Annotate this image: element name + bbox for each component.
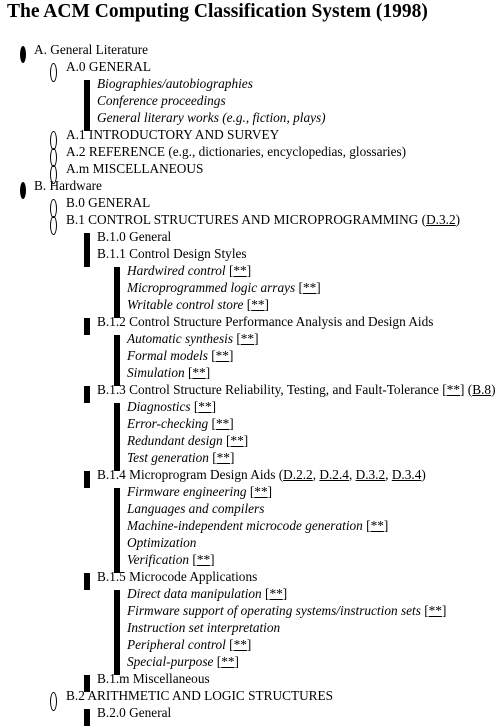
star-link[interactable]: ** <box>230 433 244 448</box>
cross-reference-link[interactable]: D.3.2 <box>426 212 456 227</box>
list-item-content <box>66 126 279 143</box>
cross-reference-link[interactable]: B.8 <box>472 382 492 397</box>
list-item-content: Firmware engineering [**] <box>127 484 273 499</box>
list-item-label: Firmware engineering <box>127 484 247 499</box>
circle-bullet-icon <box>50 63 57 82</box>
list-item-content: Peripheral control [**] <box>127 637 252 652</box>
cross-reference-link[interactable]: D.2.4 <box>319 467 349 482</box>
list-item-label: Verification <box>127 552 190 567</box>
list-item-content <box>97 245 247 262</box>
square-bullet-icon <box>114 420 120 437</box>
star-link[interactable]: ** <box>254 484 268 499</box>
list-item-content: B.1.3 Control Structure Reliability, Testing, and Fault-Tolerance [**] (B.8) <box>97 382 496 397</box>
list-item-content <box>66 160 203 177</box>
list-item-label: A.m MISCELLANEOUS <box>66 161 204 176</box>
list-item-content <box>97 75 253 92</box>
square-bullet-icon <box>84 471 90 488</box>
list-item-label: Test generation <box>127 450 209 465</box>
list-item-label: B.0 GENERAL <box>66 195 151 210</box>
square-bullet-icon <box>114 624 120 641</box>
list-item-content <box>127 500 264 517</box>
square-bullet-icon <box>114 539 120 556</box>
square-bullet-icon <box>114 437 120 454</box>
star-link[interactable]: ** <box>196 552 211 567</box>
list-item-content: Verification [**] <box>127 552 215 567</box>
square-bullet-icon <box>114 335 120 352</box>
list-item-label: B.1.0 General <box>97 229 172 244</box>
star-link[interactable]: ** <box>233 637 247 652</box>
cross-reference-link[interactable]: D.2.2 <box>283 467 313 482</box>
star-link[interactable]: ** <box>240 331 255 346</box>
cross-reference-link[interactable]: D.3.2 <box>355 467 386 482</box>
square-bullet-icon <box>84 97 90 114</box>
list-item-label: B.1 CONTROL STRUCTURES AND MICROPROGRAMMING <box>66 212 419 227</box>
list-item-content: Test generation [**] <box>127 450 235 465</box>
page-title: The ACM Computing Classification System (1998) <box>7 1 428 22</box>
list-item-content <box>66 143 406 160</box>
list-item-label: B.1.3 Control Structure Reliability, Testing, and Fault-Tolerance <box>97 382 439 397</box>
star-link[interactable]: ** <box>370 518 384 533</box>
list-item-content <box>97 109 326 126</box>
list-item-label: Redundant design <box>127 433 223 448</box>
list-item-label: B. Hardware <box>34 178 102 193</box>
list-item-label: Instruction set interpretation <box>127 620 281 635</box>
star-link[interactable]: ** <box>215 416 230 431</box>
star-link[interactable]: ** <box>221 654 235 669</box>
list-item-content <box>127 619 280 636</box>
square-bullet-icon <box>84 573 90 590</box>
list-item-label: Error-checking <box>127 416 209 431</box>
list-item-label: Optimization <box>127 535 197 550</box>
square-bullet-icon <box>84 250 90 267</box>
circle-bullet-icon <box>50 216 57 235</box>
list-item-content: Automatic synthesis [**] <box>127 331 259 346</box>
square-bullet-icon <box>114 505 120 522</box>
list-item-content: Writable control store [**] <box>127 297 269 312</box>
square-bullet-icon <box>114 607 120 624</box>
list-item-label: Direct data manipulation <box>127 586 262 601</box>
list-item-label: Peripheral control <box>127 637 226 652</box>
list-item-content <box>66 194 150 211</box>
list-item-content: Diagnostics [**] <box>127 399 217 414</box>
star-link[interactable]: ** <box>251 297 265 312</box>
list-item-label: Firmware support of operating systems/instruction sets <box>127 603 421 618</box>
star-link[interactable]: ** <box>446 382 461 397</box>
list-item-label: B.1.2 Control Structure Performance Analysis and Design Aids <box>97 314 434 329</box>
list-item-content: Microprogrammed logic arrays [**] <box>127 280 321 295</box>
square-bullet-icon <box>84 233 90 250</box>
list-item-content <box>127 534 196 551</box>
list-item-label: A. General Literature <box>34 42 149 57</box>
square-bullet-icon <box>84 80 90 97</box>
list-item-label: General literary works (e.g., fiction, plays) <box>97 110 326 125</box>
list-item-content <box>97 313 433 330</box>
square-bullet-icon <box>84 318 90 335</box>
list-item-label: Diagnostics <box>127 399 191 414</box>
list-item-content <box>97 670 210 687</box>
list-item-label: B.1.4 Microprogram Design Aids <box>97 467 276 482</box>
list-item-content: Error-checking [**] <box>127 416 234 431</box>
list-item-label: Automatic synthesis <box>127 331 233 346</box>
list-item-label: B.2 ARITHMETIC AND LOGIC STRUCTURES <box>66 688 334 703</box>
list-item-content <box>97 568 257 585</box>
square-bullet-icon <box>114 352 120 369</box>
star-link[interactable]: ** <box>233 263 247 278</box>
square-bullet-icon <box>114 488 120 505</box>
square-bullet-icon <box>114 403 120 420</box>
list-item-content <box>66 687 333 704</box>
star-link[interactable]: ** <box>428 603 442 618</box>
list-item-label: B.1.m Miscellaneous <box>97 671 210 686</box>
list-item-label: Simulation <box>127 365 185 380</box>
list-item-label: Formal models <box>127 348 208 363</box>
list-item-content: Direct data manipulation [**] <box>127 586 288 601</box>
list-item-content: Machine-independent microcode generation [**] <box>127 518 389 533</box>
list-item-label: B.1.5 Microcode Applications <box>97 569 258 584</box>
list-item-content <box>34 177 102 194</box>
star-link[interactable]: ** <box>216 450 230 465</box>
circle-bullet-icon <box>50 692 57 711</box>
disc-bullet-icon <box>20 182 26 199</box>
list-item-content: Special-purpose [**] <box>127 654 239 669</box>
list-item-content <box>97 704 171 721</box>
star-link[interactable]: ** <box>269 586 283 601</box>
list-item-content: Formal models [**] <box>127 348 234 363</box>
cross-reference-link[interactable]: D.3.4 <box>391 467 422 482</box>
list-item-label: A.2 REFERENCE (e.g., dictionaries, encyclopedias, glossaries) <box>66 144 407 159</box>
square-bullet-icon <box>84 386 90 403</box>
list-item-content: B.1 CONTROL STRUCTURES AND MICROPROGRAMMING (D.3.2) <box>66 212 461 227</box>
list-item-label: Machine-independent microcode generation <box>127 518 363 533</box>
list-item-label: Hardwired control <box>127 263 226 278</box>
list-item-label: A.0 GENERAL <box>66 59 151 74</box>
square-bullet-icon <box>114 267 120 284</box>
list-item-content: Redundant design [**] <box>127 433 249 448</box>
list-item-content <box>97 228 171 245</box>
square-bullet-icon <box>84 709 90 726</box>
square-bullet-icon <box>114 522 120 539</box>
list-item-label: B.2.0 General <box>97 705 172 720</box>
list-item-content <box>66 58 151 75</box>
list-item-label: Languages and compilers <box>127 501 265 516</box>
list-item-label: Conference proceedings <box>97 93 226 108</box>
list-item-content: B.1.4 Microprogram Design Aids (D.2.2, D.2.4, D.3.2, D.3.4) <box>97 467 426 482</box>
list-item-content: Simulation [**] <box>127 365 211 380</box>
list-item-label: Special-purpose <box>127 654 214 669</box>
star-link[interactable]: ** <box>192 365 206 380</box>
square-bullet-icon <box>114 590 120 607</box>
star-link[interactable]: ** <box>215 348 229 363</box>
list-item-label: B.1.1 Control Design Styles <box>97 246 247 261</box>
list-item-content <box>97 92 226 109</box>
list-item-content: Firmware support of operating systems/instruction sets [**] <box>127 603 447 618</box>
list-item-content <box>34 41 148 58</box>
list-item-label: Biographies/autobiographies <box>97 76 253 91</box>
star-link[interactable]: ** <box>302 280 317 295</box>
star-link[interactable]: ** <box>198 399 212 414</box>
list-item-label: A.1 INTRODUCTORY AND SURVEY <box>66 127 280 142</box>
square-bullet-icon <box>114 284 120 301</box>
square-bullet-icon <box>114 641 120 658</box>
list-item-content: Hardwired control [**] <box>127 263 252 278</box>
list-item-label: Microprogrammed logic arrays <box>127 280 296 295</box>
disc-bullet-icon <box>20 46 26 63</box>
list-item-label: Writable control store <box>127 297 244 312</box>
